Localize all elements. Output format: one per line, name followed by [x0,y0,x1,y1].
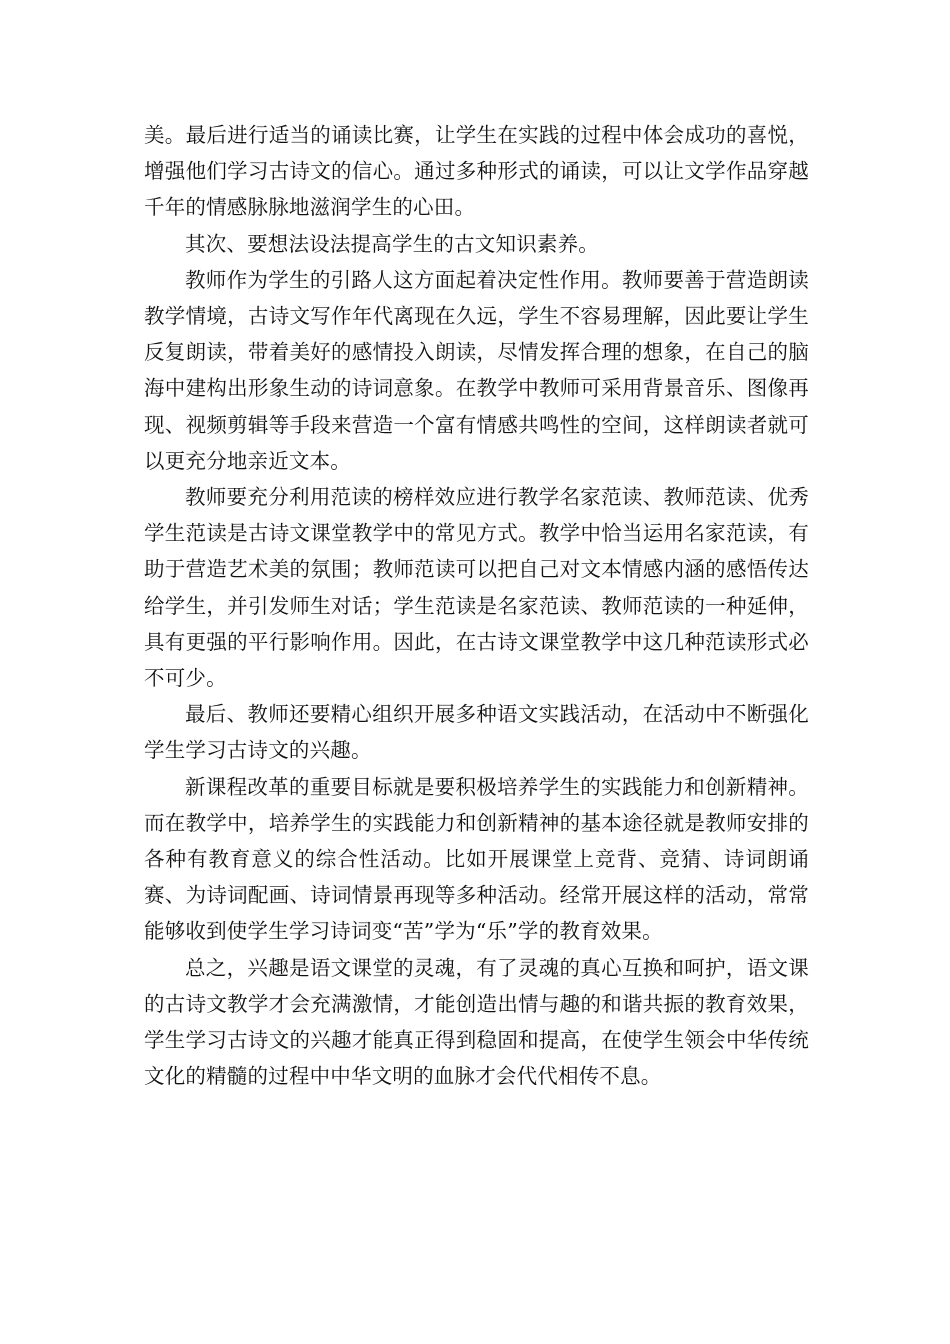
paragraph-3: 教师作为学生的引路人这方面起着决定性作用。教师要善于营造朗读教学情境，古诗文写作年代离现在久远，学生不容易理解，因此要让学生反复朗读，带着美好的感情投入朗读，尽情发挥合理的想象，在自己的脑海中建构出形象生动的诗词意象。在教学中教师可采用背景音乐、图像再现、视频剪辑等手段来营造一个富有情感共鸣性的空间，这样朗读者就可以更充分地亲近文本。 [144,267,809,473]
document-body [144,117,809,1094]
paragraph-7: 总之，兴趣是语文课堂的灵魂，有了灵魂的真心互换和呵护，语文课的古诗文教学才会充满激情，才能创造出情与趣的和谐共振的教育效果，学生学习古诗文的兴趣才能真正得到稳固和提高，在使学生领会中华传统文化的精髓的过程中中华文明的血脉才会代代相传不息。 [144,955,809,1089]
paragraph-4: 教师要充分利用范读的榜样效应进行教学名家范读、教师范读、优秀学生范读是古诗文课堂教学中的常见方式。教学中恰当运用名家范读，有助于营造艺术美的氛围；教师范读可以把自己对文本情感内涵的感悟传达给学生，并引发师生对话；学生范读是名家范读、教师范读的一种延伸，具有更强的平行影响作用。因此，在古诗文课堂教学中这几种范读形式必不可少。 [144,485,809,691]
paragraph-2: 其次、要想法设法提高学生的古文知识素养。 [185,231,599,256]
paragraph-5: 最后、教师还要精心组织开展多种语文实践活动，在活动中不断强化学生学习古诗文的兴趣。 [144,702,809,763]
paragraph-1: 美。最后进行适当的诵读比赛，让学生在实践的过程中体会成功的喜悦，增强他们学习古诗文的信心。通过多种形式的诵读，可以让文学作品穿越千年的情感脉脉地滋润学生的心田。 [144,123,809,220]
paragraph-6: 新课程改革的重要目标就是要积极培养学生的实践能力和创新精神。而在教学中，培养学生的实践能力和创新精神的基本途径就是教师安排的各种有教育意义的综合性活动。比如开展课堂上竞背、竞猜、诗词朗诵赛、为诗词配画、诗词情景再现等多种活动。经常开展这样的活动，常常能够收到使学生学习诗词变“苦”学为“乐”学的教育效果。 [144,774,809,944]
